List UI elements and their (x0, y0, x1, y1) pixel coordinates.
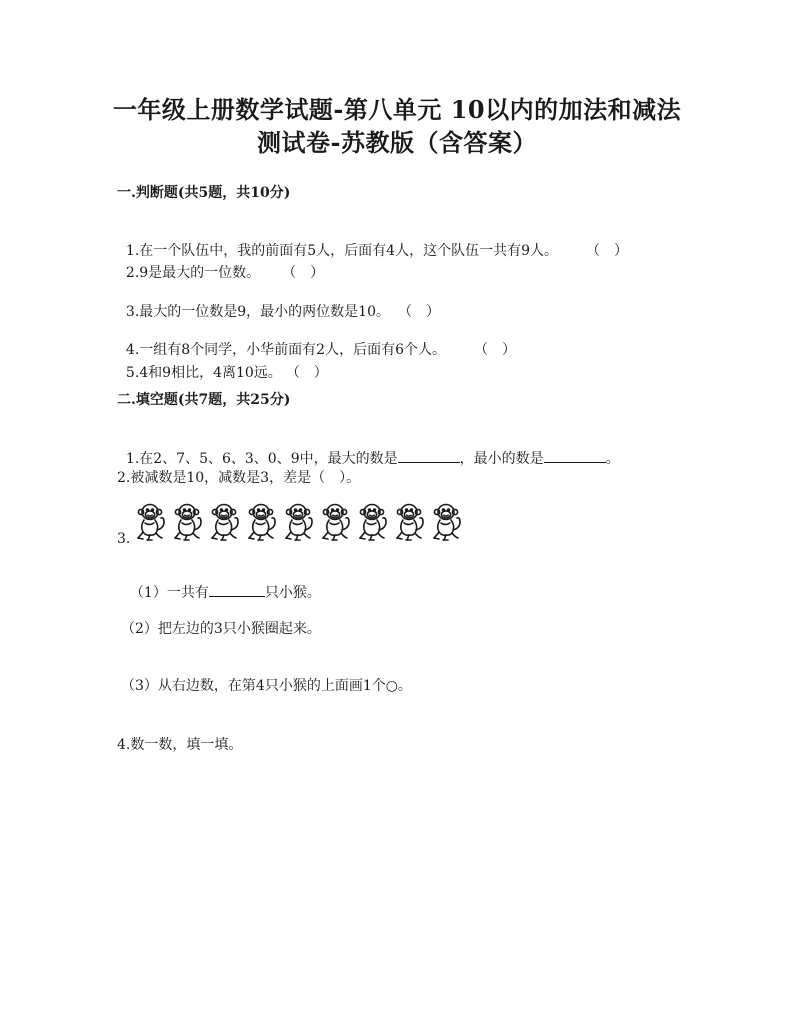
fill-q3-number: 3. (117, 531, 131, 547)
judge-item-4-answer[interactable]: （ ） (473, 342, 516, 358)
fill-q1-blank-max[interactable] (398, 448, 460, 463)
section-2-heading: 二.填空题(共7题，共25分) (117, 392, 291, 408)
fill-q4: 4.数一数，填一填。 (117, 737, 243, 753)
monkey-icon (282, 502, 316, 542)
judge-item-2-answer[interactable]: （ ） (282, 265, 325, 281)
judge-item-1-text: 1.在一个队伍中，我的前面有5人，后面有4人，这个队伍一共有9人。 (125, 243, 558, 259)
monkey-icon (208, 502, 242, 542)
monkey-icon (356, 502, 390, 542)
fill-q3-sub1-end: 只小猴。 (264, 585, 321, 601)
monkey-icon (319, 502, 353, 542)
monkey-icon (430, 502, 464, 542)
fill-q3-sub3: （3）从右边数，在第4只小猴的上面画1个○。 (121, 678, 412, 694)
judge-item-5-text: 5.4和9相比，4离10远。 (125, 365, 282, 381)
monkey-icon (134, 502, 168, 542)
fill-q1-text-a: 1.在2、7、5、6、3、0、9中，最大的数是 (125, 451, 398, 467)
fill-q2: 2.被减数是10，减数是3，差是（ ）。 (117, 470, 361, 486)
judge-item-2-text: 2.9是最大的一位数。 (125, 265, 261, 281)
fill-q1 (117, 430, 620, 468)
monkey-icon (171, 502, 205, 542)
monkey-picture-row (134, 502, 464, 542)
fill-q3-sub2: （2）把左边的3只小猴圈起来。 (121, 621, 321, 637)
title-line-2: 测试卷-苏教版（含答案） (257, 128, 537, 157)
judge-item-5 (117, 346, 328, 382)
judge-item-2 (117, 246, 324, 282)
judge-item-3 (117, 285, 440, 321)
judge-item-5-answer[interactable]: （ ） (285, 365, 328, 381)
fill-q1-blank-min[interactable] (544, 448, 606, 463)
section-1-heading: 一.判断题(共5题，共10分) (117, 185, 291, 201)
title-line-1: 一年级上册数学试题-第八单元 10以内的加法和减法 (112, 95, 682, 124)
judge-item-3-answer[interactable]: （ ） (397, 304, 440, 320)
fill-q1-text-end: 。 (605, 451, 620, 467)
judge-item-1-answer[interactable]: （ ） (585, 243, 628, 259)
fill-q3-sub1-blank[interactable] (209, 582, 265, 597)
fill-q1-text-b: ，最小的数是 (459, 451, 544, 467)
judge-item-3-text: 3.最大的一位数是9，最小的两位数是10。 (125, 304, 390, 320)
monkey-icon (393, 502, 427, 542)
monkey-icon (245, 502, 279, 542)
fill-q3-sub1-text: （1）一共有 (129, 585, 209, 601)
fill-q3-sub1 (121, 564, 321, 602)
judge-item-4-text: 4.一组有8个同学，小华前面有2人，后面有6个人。 (125, 342, 446, 358)
